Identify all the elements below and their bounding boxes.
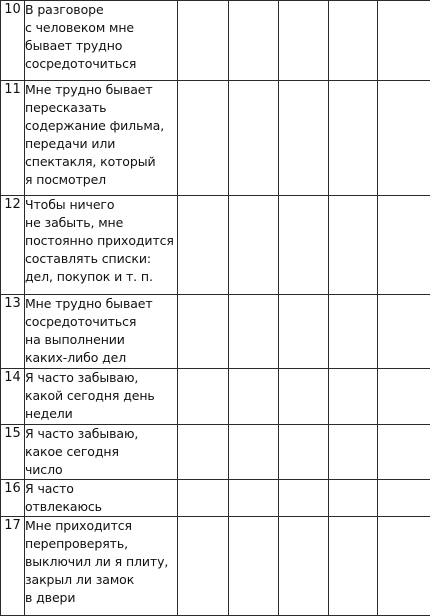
answer-cell[interactable] [229, 1, 279, 81]
row-number: 16 [1, 480, 25, 517]
answer-cell[interactable] [279, 480, 329, 517]
answer-cell[interactable] [378, 480, 430, 517]
statement-text: Мне трудно бывает пересказать содержание фильма, передачи или спектакля, который я посмотрел [25, 81, 178, 196]
table-row [1, 295, 430, 369]
answer-cell[interactable] [378, 295, 430, 369]
answer-cell[interactable] [279, 196, 329, 295]
answer-cell[interactable] [229, 81, 279, 196]
answer-cell[interactable] [378, 196, 430, 295]
statement-text: В разговоре с человеком мне бывает трудно сосредоточиться [25, 1, 178, 81]
answer-cell[interactable] [178, 480, 229, 517]
answer-cell[interactable] [178, 517, 229, 616]
row-number: 10 [1, 1, 25, 81]
answer-cell[interactable] [329, 196, 378, 295]
statement-text: Я часто забываю, какое сегодня число [25, 425, 178, 480]
answer-cell[interactable] [229, 480, 279, 517]
table-row [1, 425, 430, 480]
answer-cell[interactable] [279, 1, 329, 81]
answer-cell[interactable] [178, 81, 229, 196]
answer-cell[interactable] [279, 517, 329, 616]
answer-cell[interactable] [279, 295, 329, 369]
statement-text: Мне трудно бывает сосредоточиться на выполнении каких-либо дел [25, 295, 178, 369]
answer-cell[interactable] [178, 295, 229, 369]
answer-cell[interactable] [178, 425, 229, 480]
answer-cell[interactable] [329, 1, 378, 81]
answer-cell[interactable] [329, 517, 378, 616]
answer-cell[interactable] [279, 369, 329, 425]
row-number: 13 [1, 295, 25, 369]
answer-cell[interactable] [378, 517, 430, 616]
table-row [1, 480, 430, 517]
answer-cell[interactable] [178, 196, 229, 295]
answer-cell[interactable] [329, 480, 378, 517]
statement-text: Чтобы ничего не забыть, мне постоянно приходится составлять списки: дел, покупок и т. п. [25, 196, 178, 295]
row-number: 11 [1, 81, 25, 196]
row-number: 12 [1, 196, 25, 295]
answer-cell[interactable] [229, 517, 279, 616]
answer-cell[interactable] [378, 1, 430, 81]
table-row [1, 81, 430, 196]
answer-cell[interactable] [229, 196, 279, 295]
table-row [1, 1, 430, 81]
answer-cell[interactable] [329, 81, 378, 196]
row-number: 14 [1, 369, 25, 425]
answer-cell[interactable] [378, 425, 430, 480]
answer-cell[interactable] [378, 369, 430, 425]
answer-cell[interactable] [229, 369, 279, 425]
table-body [1, 1, 430, 616]
answer-cell[interactable] [279, 81, 329, 196]
table-row [1, 517, 430, 616]
table-row [1, 196, 430, 295]
answer-cell[interactable] [329, 425, 378, 480]
answer-cell[interactable] [329, 369, 378, 425]
statement-text: Я часто отвлекаюсь [25, 480, 178, 517]
answer-cell[interactable] [178, 369, 229, 425]
answer-cell[interactable] [378, 81, 430, 196]
table-row [1, 369, 430, 425]
statement-text: Я часто забываю, какой сегодня день недели [25, 369, 178, 425]
answer-cell[interactable] [229, 425, 279, 480]
row-number: 17 [1, 517, 25, 616]
answer-cell[interactable] [279, 425, 329, 480]
row-number: 15 [1, 425, 25, 480]
statement-text: Мне приходится перепроверять, выключил ли я плиту, закрыл ли замок в двери [25, 517, 178, 616]
answer-cell[interactable] [229, 295, 279, 369]
answer-cell[interactable] [329, 295, 378, 369]
answer-cell[interactable] [178, 1, 229, 81]
